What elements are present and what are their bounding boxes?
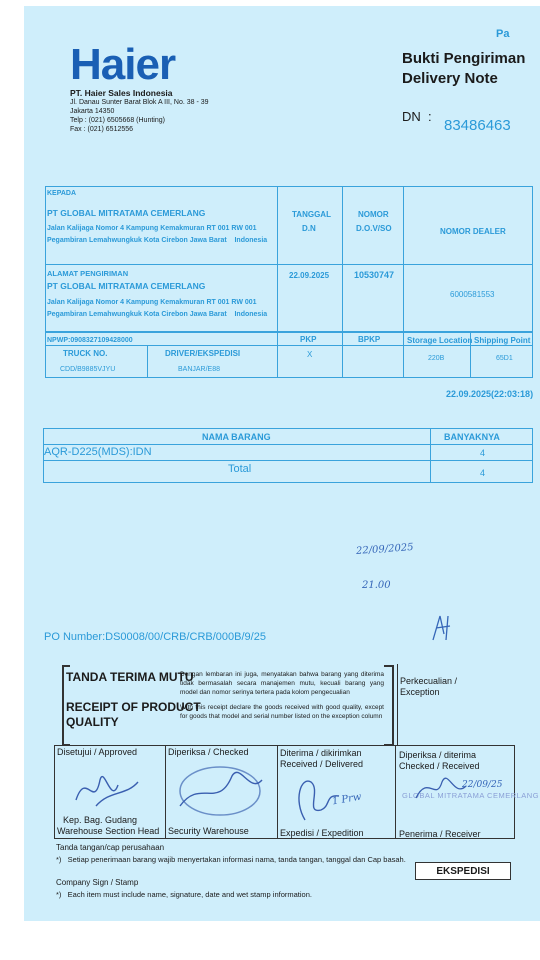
sign-label-en: Company Sign / Stamp — [56, 878, 139, 887]
receipt-text-id: Dengan lembaran ini juga, menyatakan bahwa barang yang diterima tidak bermasalah secara manajemen mutu, kecuali barang yang model dan nomor serinya tertera pada kolom pengecualian — [180, 671, 384, 696]
exception-label: Perkecualian / Exception — [400, 676, 458, 697]
nomor-sub: D.O.V/SO — [356, 224, 392, 233]
npwp: NPWP:0908327109428000 — [47, 337, 133, 344]
receiver-stamp: GLOBAL MITRATAMA CEMERLANG — [402, 791, 540, 800]
checked-label: Diperiksa / Checked — [168, 747, 249, 757]
dealer-value: 6000581553 — [450, 290, 495, 299]
alamat-address-2: Pegambiran Lemahwungkuk Kota Cirebon Jawa Barat Indonesia — [47, 311, 268, 318]
shipping-label: Shipping Point — [474, 336, 531, 345]
corner-fragment: Pa — [496, 28, 510, 40]
expedisi-label: Expedisi / Expedition — [280, 828, 364, 838]
handwritten-date: 22/09/2025 — [355, 542, 414, 557]
company-address-1: Jl. Danau Sunter Barat Blok A III, No. 38 - 39 — [70, 99, 209, 106]
receipt-title-id: TANDA TERIMA MUTU — [66, 670, 194, 684]
receipt-title-en-2: QUALITY — [66, 715, 119, 729]
alamat-address-1: Jalan Kalijaga Nomor 4 Kampung Kemakmuran RT 001 RW 001 — [47, 299, 257, 306]
handwritten-initial — [428, 612, 458, 644]
company-fax: Fax : (021) 6512556 — [70, 126, 134, 133]
handwritten-time: 21.00 — [362, 580, 391, 591]
tanggal-sub: D.N — [302, 224, 316, 233]
company-address-2: Jakarta 14350 — [70, 108, 115, 115]
pkp-label: PKP — [300, 335, 317, 344]
approved-label: Disetujui / Approved — [57, 747, 138, 757]
kepada-name: PT GLOBAL MITRATAMA CEMERLANG — [47, 208, 206, 218]
driver-value: BANJAR/E88 — [178, 366, 221, 373]
items-header-qty: BANYAKNYA — [444, 432, 500, 442]
warehouse-head-label: Warehouse Section Head — [57, 826, 160, 836]
item-row-0-name: AQR-D225(MDS):IDN — [44, 446, 152, 458]
date-value: 22.09.2025 — [289, 271, 330, 280]
pkp-value: X — [307, 350, 313, 359]
sign-label-id: Tanda tangan/cap perusahaan — [56, 843, 165, 852]
note-id: *) Setiap penerimaan barang wajib menyertakan informasi nama, tanda tangan, tanggal dan Cap basah. — [56, 855, 406, 864]
kepada-address-2: Pegambiran Lemahwungkuk Kota Cirebon Jawa Barat Indonesia — [47, 237, 268, 244]
doc-title-id: Bukti Pengiriman — [402, 50, 526, 67]
kepada-address-1: Jalan Kalijaga Nomor 4 Kampung Kemakmuran RT 001 RW 001 — [47, 225, 257, 232]
dn-label: DN : — [402, 109, 432, 124]
truck-label: TRUCK NO. — [63, 349, 108, 358]
doc-title-en: Delivery Note — [402, 70, 498, 87]
company-name: PT. Haier Sales Indonesia — [70, 88, 173, 98]
security-stamp — [170, 758, 270, 824]
dn-number: 83486463 — [444, 117, 511, 134]
truck-value: CDD/B9885VJYU — [60, 366, 116, 373]
note-en: *) Each item must include name, signature, date and wet stamp information. — [56, 890, 312, 899]
receipt-title-en-1: RECEIPT OF PRODUCT — [66, 700, 201, 714]
do-value: 10530747 — [354, 270, 395, 280]
shipping-value: 65D1 — [496, 355, 513, 362]
delivered-label: Diterima / dikirimkan Received / Delivered — [280, 748, 364, 769]
storage-label: Storage Location — [407, 336, 473, 345]
received-checked-label: Diperiksa / diterima Checked / Received — [399, 750, 480, 771]
sign-note-2: 22/09/25 — [462, 780, 503, 790]
total-label: Total — [228, 463, 252, 475]
nomor-label: NOMOR — [358, 210, 389, 219]
security-label: Security Warehouse — [168, 826, 249, 836]
penerima-label: Penerima / Receiver — [399, 829, 481, 839]
kepada-label: KEPADA — [47, 190, 77, 197]
nomor-dealer-label: NOMOR DEALER — [440, 227, 506, 236]
total-qty: 4 — [480, 468, 486, 478]
items-header-name: NAMA BARANG — [202, 432, 271, 442]
receipt-text-en: With this receipt declare the goods received with good quality, except for goods that model and serial number listed on the exception column — [180, 704, 384, 720]
alamat-name: PT GLOBAL MITRATAMA CEMERLANG — [47, 281, 206, 291]
timestamp: 22.09.2025(22:03:18) — [446, 389, 534, 399]
approved-signature — [66, 760, 161, 818]
company-phone: Telp : (021) 6505668 (Hunting) — [70, 117, 165, 124]
bpkp-label: BPKP — [358, 335, 381, 344]
po-number: PO Number:DS0008/00/CRB/CRB/000B/9/25 — [44, 631, 266, 643]
receiver-signature — [410, 768, 470, 808]
sign-note-1: 1 Prw — [331, 791, 363, 808]
item-row-0-qty: 4 — [480, 448, 486, 458]
driver-label: DRIVER/EKSPEDISI — [165, 349, 241, 358]
storage-value: 220B — [428, 355, 445, 362]
kep-bag-label: Kep. Bag. Gudang — [63, 815, 138, 825]
alamat-label: ALAMAT PENGIRIMAN — [47, 269, 129, 278]
ekspedisi-box: EKSPEDISI — [415, 862, 511, 880]
tanggal-label: TANGGAL — [292, 210, 331, 219]
haier-logo: Haier — [70, 40, 176, 89]
